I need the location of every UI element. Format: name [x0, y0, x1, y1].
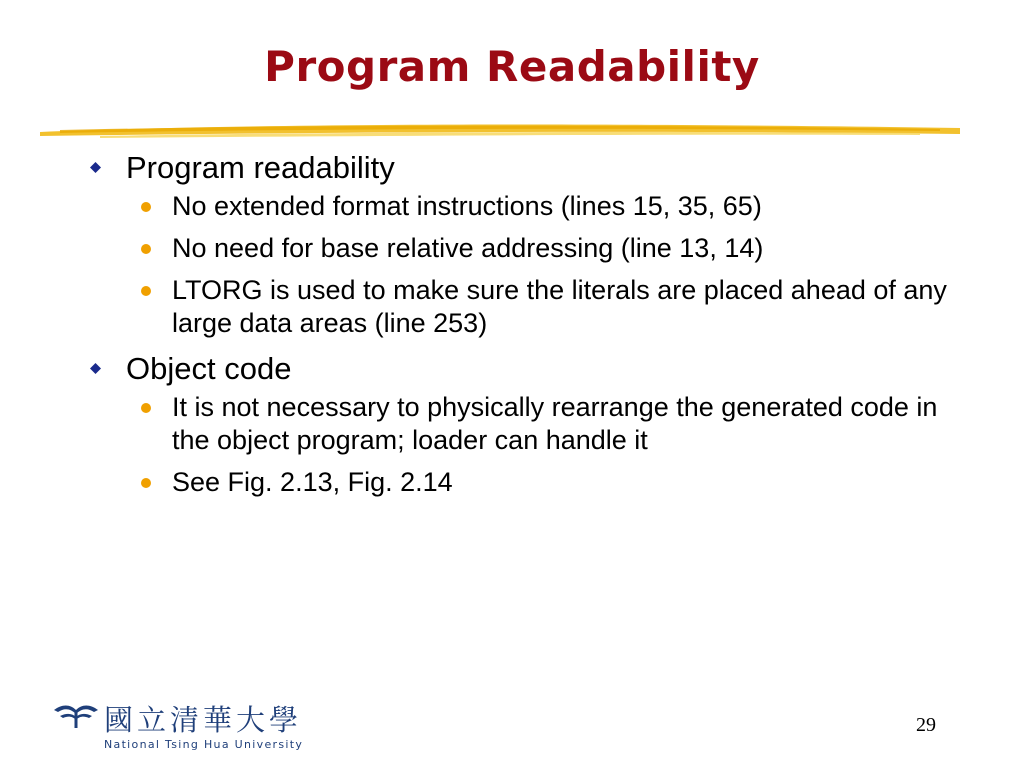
sub-bullet-list — [88, 190, 968, 340]
bullet-level1-item — [88, 349, 968, 389]
bullet-content — [88, 146, 968, 508]
title-underline-brush — [40, 118, 960, 142]
diamond-bullet-icon — [90, 162, 101, 173]
dot-bullet-icon — [141, 244, 151, 254]
bullet-level2-text: No need for base relative addressing (line 13, 14) — [172, 233, 764, 263]
bullet-level1-text: Object code — [126, 351, 292, 386]
bullet-level2-item — [88, 274, 968, 340]
bullet-level2-text: It is not necessary to physically rearrange the generated code in the object program; loader can handle it — [172, 392, 938, 455]
university-name-english: National Tsing Hua University — [104, 738, 304, 751]
sub-bullet-list — [88, 391, 968, 499]
page-number: 29 — [916, 714, 936, 736]
bullet-level1-item — [88, 148, 968, 188]
slide-title: Program Readability — [264, 42, 760, 91]
bullet-group-1 — [88, 148, 968, 340]
nthu-emblem-icon — [52, 702, 100, 730]
bullet-level2-text: LTORG is used to make sure the literals are placed ahead of any large data areas (line 253) — [172, 275, 947, 338]
bullet-level2-text: See Fig. 2.13, Fig. 2.14 — [172, 467, 453, 497]
university-name-chinese: 國立清華大學 — [104, 703, 303, 737]
bullet-level1-text: Program readability — [126, 150, 395, 185]
dot-bullet-icon — [141, 286, 151, 296]
bullet-group-2 — [88, 349, 968, 499]
bullet-level2-item — [88, 466, 968, 499]
dot-bullet-icon — [141, 403, 151, 413]
diamond-bullet-icon — [90, 363, 101, 374]
university-logo — [52, 698, 312, 754]
dot-bullet-icon — [141, 478, 151, 488]
bullet-level2-item — [88, 391, 968, 457]
bullet-level2-item — [88, 232, 968, 265]
bullet-level2-item — [88, 190, 968, 223]
dot-bullet-icon — [141, 202, 151, 212]
bullet-level2-text: No extended format instructions (lines 15, 35, 65) — [172, 191, 762, 221]
